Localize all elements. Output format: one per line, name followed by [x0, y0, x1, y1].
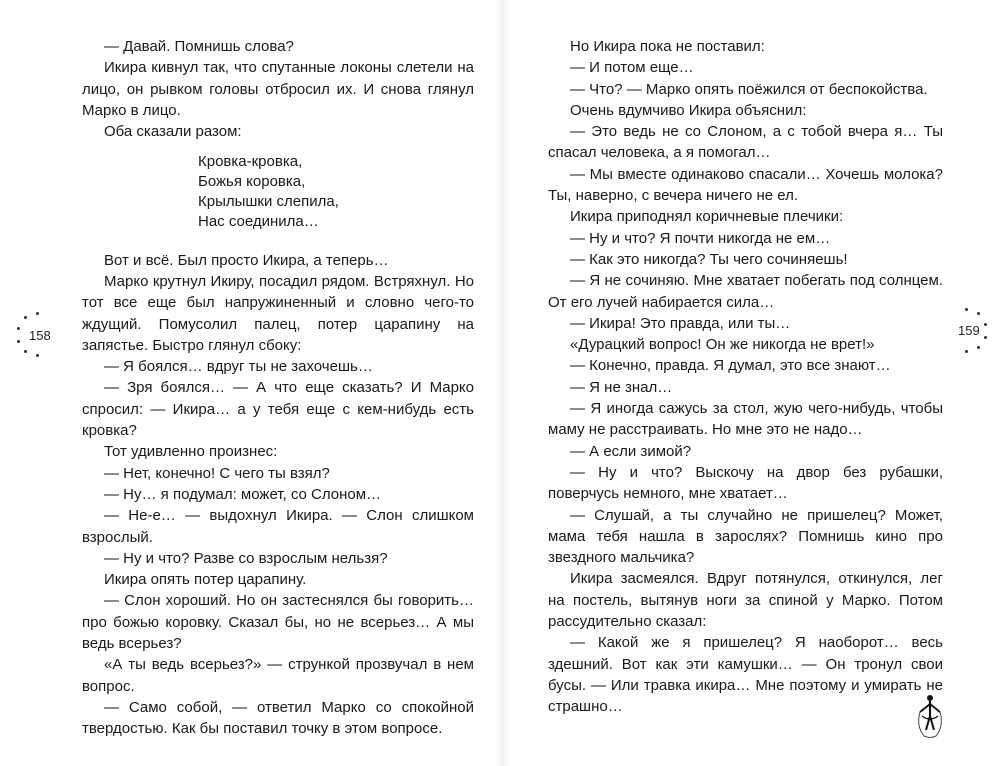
- paragraph: Марко крутнул Икиру, посадил рядом. Встряхнул. Но тот все еще был напружиненный и словно чего-то ждущий. Помусолил палец, потер царапину на запястье. Быстро глянул сбоку:: [82, 272, 474, 354]
- paragraph: — Нет, конечно! С чего ты взял?: [104, 464, 330, 482]
- verse-line: Божья коровка,: [198, 173, 306, 191]
- page-number-right: 159: [958, 323, 980, 338]
- paragraph: Тот удивленно произнес:: [104, 443, 278, 461]
- paragraph: — Я иногда сажусь за стол, жую чего-нибудь, чтобы маму не расстраивать. Но мне это не надо…: [548, 400, 943, 439]
- paragraph: Но Икира пока не поставил:: [570, 38, 765, 55]
- paragraph: Очень вдумчиво Икира объяснил:: [570, 101, 807, 119]
- paragraph: — И потом еще…: [570, 59, 694, 77]
- paragraph: — Давай. Помнишь слова?: [104, 38, 294, 55]
- paragraph: — Ну и что? Разве со взрослым нельзя?: [104, 549, 388, 567]
- verse-line: Кровка-кровка,: [198, 153, 303, 171]
- paragraph: — Само собой, — ответил Марко со спокойной твердостью. Как бы поставил точку в этом вопросе.: [82, 698, 474, 738]
- paragraph: — Как это никогда? Ты чего сочиняешь!: [570, 250, 848, 268]
- paragraph: — Мы вместе одинаково спасали… Хочешь молока? Ты, наверно, с вечера ничего не ел.: [548, 165, 943, 205]
- right-page-text: [548, 36, 943, 718]
- paragraph: — Не-е… — выдохнул Икира. — Слон слишком взрослый.: [82, 507, 474, 546]
- paragraph: — Ну… я подумал: может, со Слоном…: [104, 485, 382, 503]
- paragraph: — А если зимой?: [570, 442, 692, 460]
- paragraph: — Икира! Это правда, или ты…: [570, 314, 791, 332]
- paragraph: — Какой же я пришелец? Я наоборот… весь здешний. Вот как эти камушки… — Он тронул свои бусы. — Или травка икира… Мне поэтому и умирать не страшно…: [548, 634, 943, 716]
- book-gutter: [496, 0, 510, 766]
- jumping-figure-icon: [912, 692, 948, 740]
- left-page-text: [82, 36, 474, 740]
- paragraph: — Ну и что? Выскочу на двор без рубашки, поверчусь немного, мне хватает…: [548, 463, 943, 503]
- paragraph: — Конечно, правда. Я думал, это все знают…: [570, 357, 891, 375]
- paragraph: Оба сказали разом:: [104, 123, 242, 141]
- section-gap: [82, 232, 474, 250]
- paragraph: — Слушай, а ты случайно не пришелец? Может, мама тебя нашла в зарослях? Помнишь кино про звездного мальчика?: [548, 506, 943, 567]
- paragraph: — Зря боялся… — А что еще сказать? И Марко спросил: — Икира… а у тебя еще с кем-нибудь есть кровка?: [82, 379, 474, 440]
- paragraph: — Это ведь не со Слоном, а с тобой вчера я… Ты спасал человека, а я помогал…: [548, 123, 943, 162]
- paragraph: Икира кивнул так, что спутанные локоны слетели на лицо, он рывком головы отбросил их. И снова глянул Марко в лицо.: [82, 59, 474, 119]
- verse-line: Крылышки слепила,: [198, 193, 339, 211]
- paragraph: Вот и всё. Был просто Икира, а теперь…: [104, 251, 389, 269]
- verse-line: Нас соединила…: [198, 212, 319, 230]
- paragraph: — Ну и что? Я почти никогда не ем…: [570, 229, 831, 247]
- paragraph: — Что? — Марко опять поёжился от беспокойства.: [570, 80, 928, 98]
- paragraph: «А ты ведь всерьез?» — стрункой прозвучал в нем вопрос.: [82, 656, 474, 695]
- paragraph: Икира засмеялся. Вдруг потянулся, откинулся, лег на постель, вытянув ноги за спиной у Марко. Потом рассудительно сказал:: [548, 570, 943, 631]
- paragraph: — Я не знал…: [570, 378, 673, 396]
- poem-verse: [198, 152, 474, 231]
- paragraph: — Я не сочиняю. Мне хватает побегать под солнцем. От его лучей набирается сила…: [548, 272, 943, 311]
- page-number-left: 158: [29, 328, 51, 343]
- paragraph: — Я боялся… вдруг ты не захочешь…: [104, 358, 373, 376]
- paragraph: «Дурацкий вопрос! Он же никогда не врет!»: [570, 336, 875, 354]
- paragraph: — Слон хороший. Но он застеснялся бы говорить… про божью коровку. Сказал бы, но не всерьез… А мы ведь всерьез?: [82, 592, 474, 653]
- paragraph: Икира приподнял коричневые плечики:: [570, 208, 844, 226]
- paragraph: Икира опять потер царапину.: [104, 571, 307, 589]
